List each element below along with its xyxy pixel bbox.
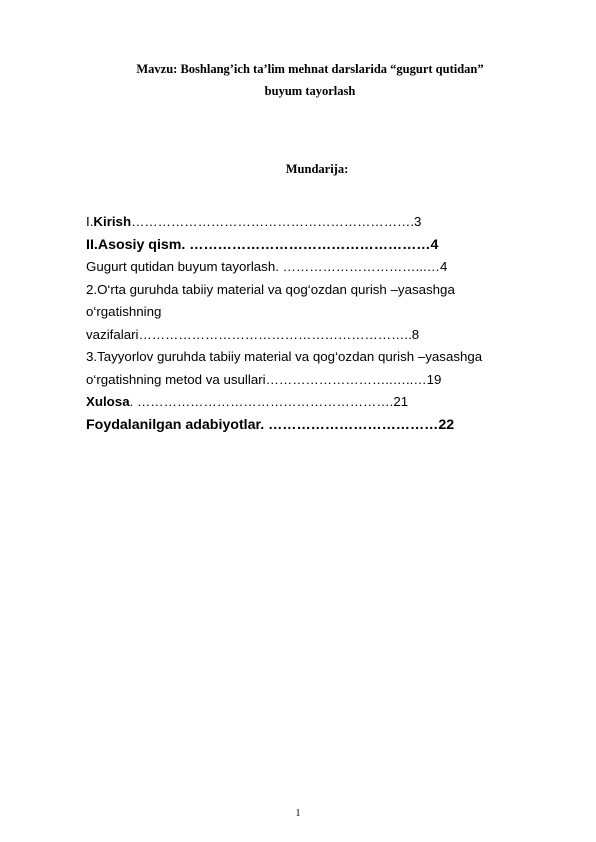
toc-entry-xulosa xyxy=(86,391,536,414)
toc-entry-text: o‘rgatishning metod va usullari………………………..…..…19 xyxy=(86,371,442,387)
toc-heading: Mundarija: xyxy=(285,162,349,176)
toc-entry-vazifalari xyxy=(86,324,536,347)
document-title-line-1: Mavzu: Boshlang’ich ta’lim mehnat darslarida “gugurt qutidan” xyxy=(136,62,484,76)
toc-entry-orta-guruh-cont xyxy=(86,301,536,324)
toc-entry-bold: Kirish xyxy=(93,214,132,229)
page-number: 1 xyxy=(295,808,301,819)
toc-entry-bold: Xulosa xyxy=(86,394,130,409)
toc-entry-bold: II.Asosiy qism. ……………………………………………4 xyxy=(86,236,439,253)
toc-entry-text: 3.Tayyorlov guruhda tabiiy material va qog‘ozdan qurish –yasashga xyxy=(86,349,483,364)
toc-entry-gugurt xyxy=(86,256,536,279)
toc-entry-text: ……………………………………………………….3 xyxy=(131,214,422,229)
toc-entry-metod-usullari xyxy=(86,369,536,392)
toc-entry-text: 2.O‘rta guruhda tabiiy material va qog‘ozdan qurish –yasashga xyxy=(86,281,455,297)
toc-entry-prefix: I. xyxy=(86,214,94,229)
table-of-contents xyxy=(86,211,536,436)
toc-entry-bold: Foydalanilgan adabiyotlar. ………………………………22 xyxy=(86,416,455,433)
toc-entry-orta-guruh xyxy=(86,279,536,302)
toc-entry-text: o‘rgatishning xyxy=(86,304,162,319)
toc-entry-text: Gugurt qutidan buyum tayorlash. …………………………...…4 xyxy=(86,259,448,274)
toc-entry-adabiyotlar xyxy=(86,414,536,437)
toc-entry-text: vazifalari……………………………………………………..8 xyxy=(86,326,420,342)
document-title-line-2: buyum tayorlash xyxy=(264,84,356,98)
toc-entry-asosiy-qism xyxy=(86,234,536,257)
toc-entry-tayyorlov-guruh xyxy=(86,346,536,369)
toc-entry-text: . ………………………………………………….21 xyxy=(129,394,409,409)
toc-entry-kirish xyxy=(86,211,536,234)
